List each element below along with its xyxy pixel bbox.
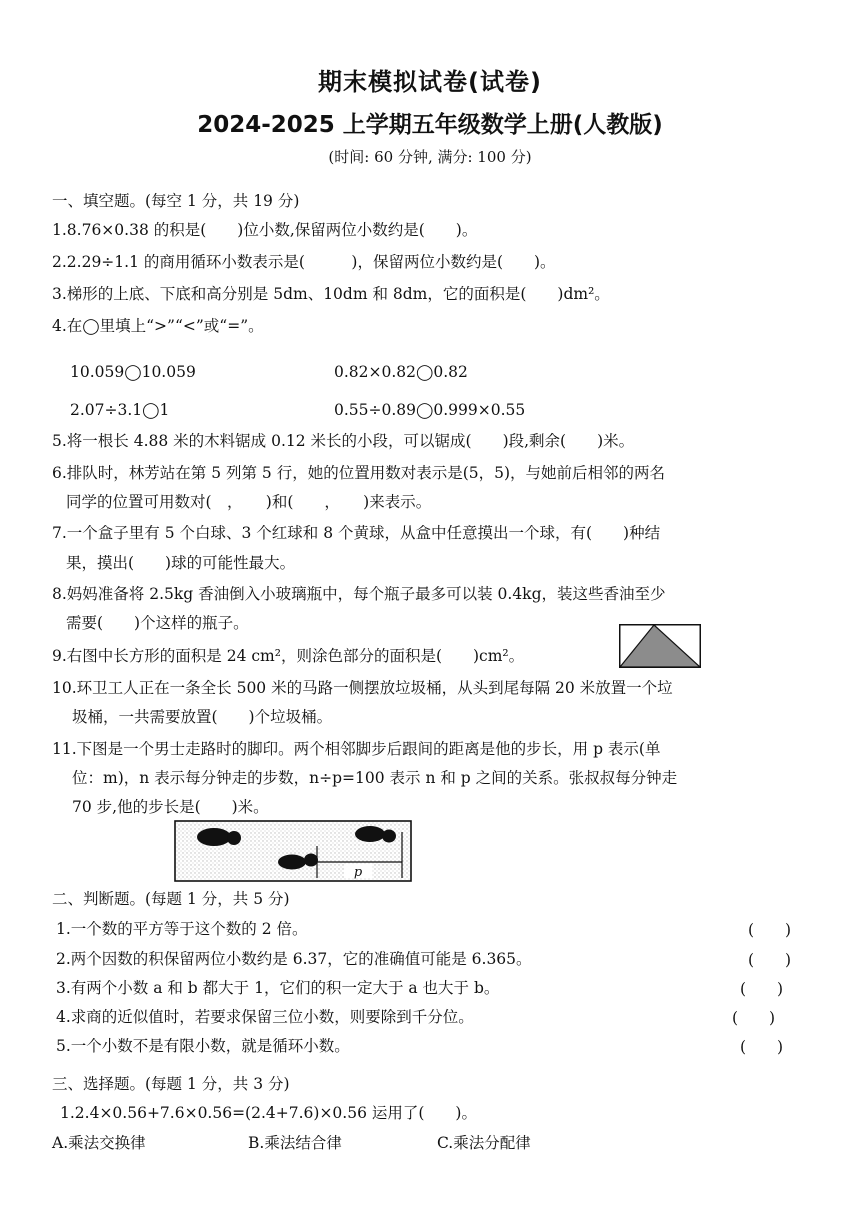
fill-question-6-line2: 同学的位置可用数对( ， )和( ， )来表示。 <box>66 493 432 511</box>
section2-heading: 二、判断题。(每题 1 分，共 5 分) <box>52 890 290 908</box>
fill-question-11-line3: 70 步,他的步长是( )米。 <box>72 798 269 816</box>
fill-question-11-line1: 11.下图是一个男士走路时的脚印。两个相邻脚步后跟间的距离是他的步长，用 p 表示(单 <box>52 740 661 758</box>
fill-question-1: 1.8.76×0.38 的积是( )位小数,保留两位小数约是( )。 <box>52 221 478 239</box>
compare-item-a: 10.059◯10.059 <box>70 363 196 381</box>
fill-question-7-line1: 7.一个盒子里有 5 个白球、3 个红球和 8 个黄球，从盒中任意摸出一个球，有( )种结 <box>52 524 661 542</box>
section3-heading: 三、选择题。(每题 1 分，共 3 分) <box>52 1075 290 1093</box>
exam-subtitle: 2024-2025 上学期五年级数学上册(人教版) <box>197 112 663 138</box>
judge-question-4: 4.求商的近似值时，若要求保留三位小数，则要除到千分位。 <box>56 1008 474 1026</box>
judge-question-1: 1.一个数的平方等于这个数的 2 倍。 <box>56 920 308 938</box>
footprint-figure <box>174 820 412 882</box>
compare-item-c: 2.07÷3.1◯1 <box>70 401 170 419</box>
fill-question-3: 3.梯形的上底、下底和高分别是 5dm、10dm 和 8dm，它的面积是( )dm²。 <box>52 285 610 303</box>
compare-item-d: 0.55÷0.89◯0.999×0.55 <box>334 401 526 419</box>
fill-question-8-line1: 8.妈妈准备将 2.5kg 香油倒入小玻璃瓶中，每个瓶子最多可以装 0.4kg，装这些香油至少 <box>52 585 666 603</box>
fill-question-10-line2: 圾桶，一共需要放置( )个垃圾桶。 <box>72 708 333 726</box>
fill-question-7-line2: 果，摸出( )球的可能性最大。 <box>66 554 296 572</box>
judge-question-2: 2.两个因数的积保留两位小数约是 6.37，它的准确值可能是 6.365。 <box>56 950 532 968</box>
exam-title: 期末模拟试卷(试卷) <box>318 68 542 96</box>
exam-meta: (时间: 60 分钟, 满分: 100 分) <box>328 148 532 166</box>
choice-question-1: 1.2.4×0.56+7.6×0.56=(2.4+7.6)×0.56 运用了( )。 <box>60 1104 477 1122</box>
choice-option-b: B.乘法结合律 <box>248 1134 342 1152</box>
fill-question-11-line2: 位：m)，n 表示每分钟走的步数，n÷p=100 表示 n 和 p 之间的关系。张叔叔每分钟走 <box>72 769 678 787</box>
fill-question-10-line1: 10.环卫工人正在一条全长 500 米的马路一侧摆放垃圾桶，从头到尾每隔 20 米放置一个垃 <box>52 679 673 697</box>
compare-item-b: 0.82×0.82◯0.82 <box>334 363 468 381</box>
judge-question-3: 3.有两个小数 a 和 b 都大于 1，它们的积一定大于 a 也大于 b。 <box>56 979 500 997</box>
shaded-rectangle-figure <box>619 624 701 668</box>
judge-answer-2: ( ) <box>748 951 792 969</box>
judge-answer-4: ( ) <box>732 1009 776 1027</box>
fill-question-9: 9.右图中长方形的面积是 24 cm²，则涂色部分的面积是( )cm²。 <box>52 647 525 665</box>
fill-question-5: 5.将一根长 4.88 米的木料锯成 0.12 米长的小段，可以锯成( )段,剩余( )米。 <box>52 432 635 450</box>
fill-question-2: 2.2.29÷1.1 的商用循环小数表示是( )，保留两位小数约是( )。 <box>52 253 556 271</box>
step-length-label: p <box>353 865 363 880</box>
judge-answer-5: ( ) <box>740 1038 784 1056</box>
section1-heading: 一、填空题。(每空 1 分，共 19 分) <box>52 192 300 210</box>
fill-question-4: 4.在◯里填上“>”“<”或“=”。 <box>52 317 264 335</box>
choice-option-c: C.乘法分配律 <box>437 1134 531 1152</box>
judge-answer-3: ( ) <box>740 980 784 998</box>
choice-option-a: A.乘法交换律 <box>52 1134 146 1152</box>
fill-question-6-line1: 6.排队时，林芳站在第 5 列第 5 行，她的位置用数对表示是(5，5)，与她前后相邻的两名 <box>52 464 666 482</box>
judge-answer-1: ( ) <box>748 921 792 939</box>
judge-question-5: 5.一个小数不是有限小数，就是循环小数。 <box>56 1037 350 1055</box>
fill-question-8-line2: 需要( )个这样的瓶子。 <box>66 614 249 632</box>
